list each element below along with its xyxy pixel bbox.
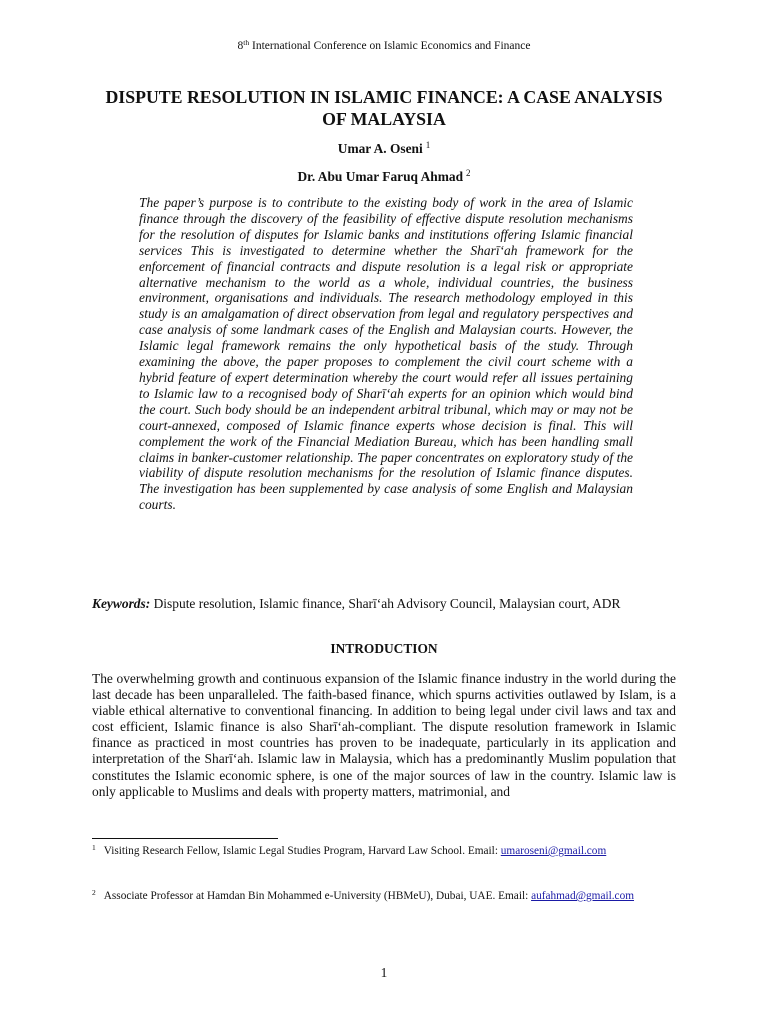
- author-1: [0, 141, 768, 157]
- paper-title: DISPUTE RESOLUTION IN ISLAMIC FINANCE: A CASE ANALYSIS OF MALAYSIA: [105, 87, 663, 129]
- footnote-1-text: Visiting Research Fellow, Islamic Legal Studies Program, Harvard Law School. Email:: [103, 845, 501, 857]
- introduction-paragraph: The overwhelming growth and continuous expansion of the Islamic finance industry in the world during the last decade has been unparalleled. The faith-based finance, which spurns activities outlawed by Islam, is a viable ethical alternative to conventional financing. In addition to being legal under civil laws and tax and cost efficient, Islamic finance is also Sharī‘ah-compliant. The dispute resolution framework in Islamic finance as practiced in most countries has proven to be inadequate, particularly in its application and interpretation of the Sharī‘ah. Islamic law in Malaysia, which has a predominantly Muslim population that constitutes the Islamic economic sphere, is one of the major sources of law in the country. Islamic law is only applicable to Muslims and deals with property matters, matrimonial, and: [92, 671, 676, 799]
- page-number: 1: [380, 965, 388, 980]
- footnote-2: [92, 890, 676, 904]
- footnote-1: [92, 845, 676, 859]
- author-2: [0, 169, 768, 185]
- footnote-2-mark: 2: [92, 888, 96, 897]
- footnote-1-mark: 1: [92, 843, 96, 852]
- author-1-name: Umar A. Oseni: [337, 141, 423, 156]
- running-head: [0, 40, 768, 52]
- running-head-ordinal: th: [243, 38, 250, 47]
- keywords: [92, 595, 676, 612]
- keywords-label: Keywords:: [92, 596, 151, 611]
- footnote-2-text: Associate Professor at Hamdan Bin Mohammed e-University (HBMeU), Dubai, UAE. Email:: [103, 890, 532, 902]
- section-heading-introduction: INTRODUCTION: [330, 641, 438, 656]
- abstract: The paper’s purpose is to contribute to the existing body of work in the area of Islamic finance through the discovery of the feasibility of effective dispute resolution mechanisms for the resolution of disputes for Islamic banks and institutions offering Islamic financial services This is investigated to determine whether the Sharī‘ah framework for the enforcement of financial contracts and dispute resolution is a legal risk or appropriate alternative mechanism to the world as a whole, individual countries, the business environment, organisations and individuals. The research methodology employed in this study is an amalgamation of direct observation from legal and regulatory perspectives and case analysis of some landmark cases of the English and Malaysian courts. However, the Islamic legal framework remains the only hypothetical basis of the study. Through examining the above, the paper proposes to complement the civil court scheme with a hybrid feature of expert determination whereby the court would refer all issues pertaining to Islamic law to a recognised body of Sharī‘ah experts for an opinion which would bind the court. Such body should be an independent arbitral tribunal, which may or may not be court-annexed, composed of Islamic finance experts whose decision is final. This will complement the work of the Financial Mediation Bureau, which has been handling small claims in banker-customer relationship. The paper concentrates on exploratory study of the viability of dispute resolution mechanisms for the resolution of Islamic finance disputes. The investigation has been supplemented by case analysis of some English and Malaysian courts.: [139, 195, 633, 513]
- running-head-number: 8: [237, 40, 244, 52]
- author-2-footnote-mark: 2: [466, 168, 471, 178]
- footnote-divider: [92, 838, 278, 839]
- keywords-text: Dispute resolution, Islamic finance, Sharī‘ah Advisory Council, Malaysian court, ADR: [150, 596, 621, 611]
- running-head-text: International Conference on Islamic Economics and Finance: [249, 40, 531, 52]
- footnote-2-email-link[interactable]: aufahmad@gmail.com: [531, 890, 635, 902]
- footnote-1-email-link[interactable]: umaroseni@gmail.com: [500, 845, 607, 857]
- author-2-name: Dr. Abu Umar Faruq Ahmad: [297, 169, 464, 184]
- author-1-footnote-mark: 1: [425, 140, 431, 150]
